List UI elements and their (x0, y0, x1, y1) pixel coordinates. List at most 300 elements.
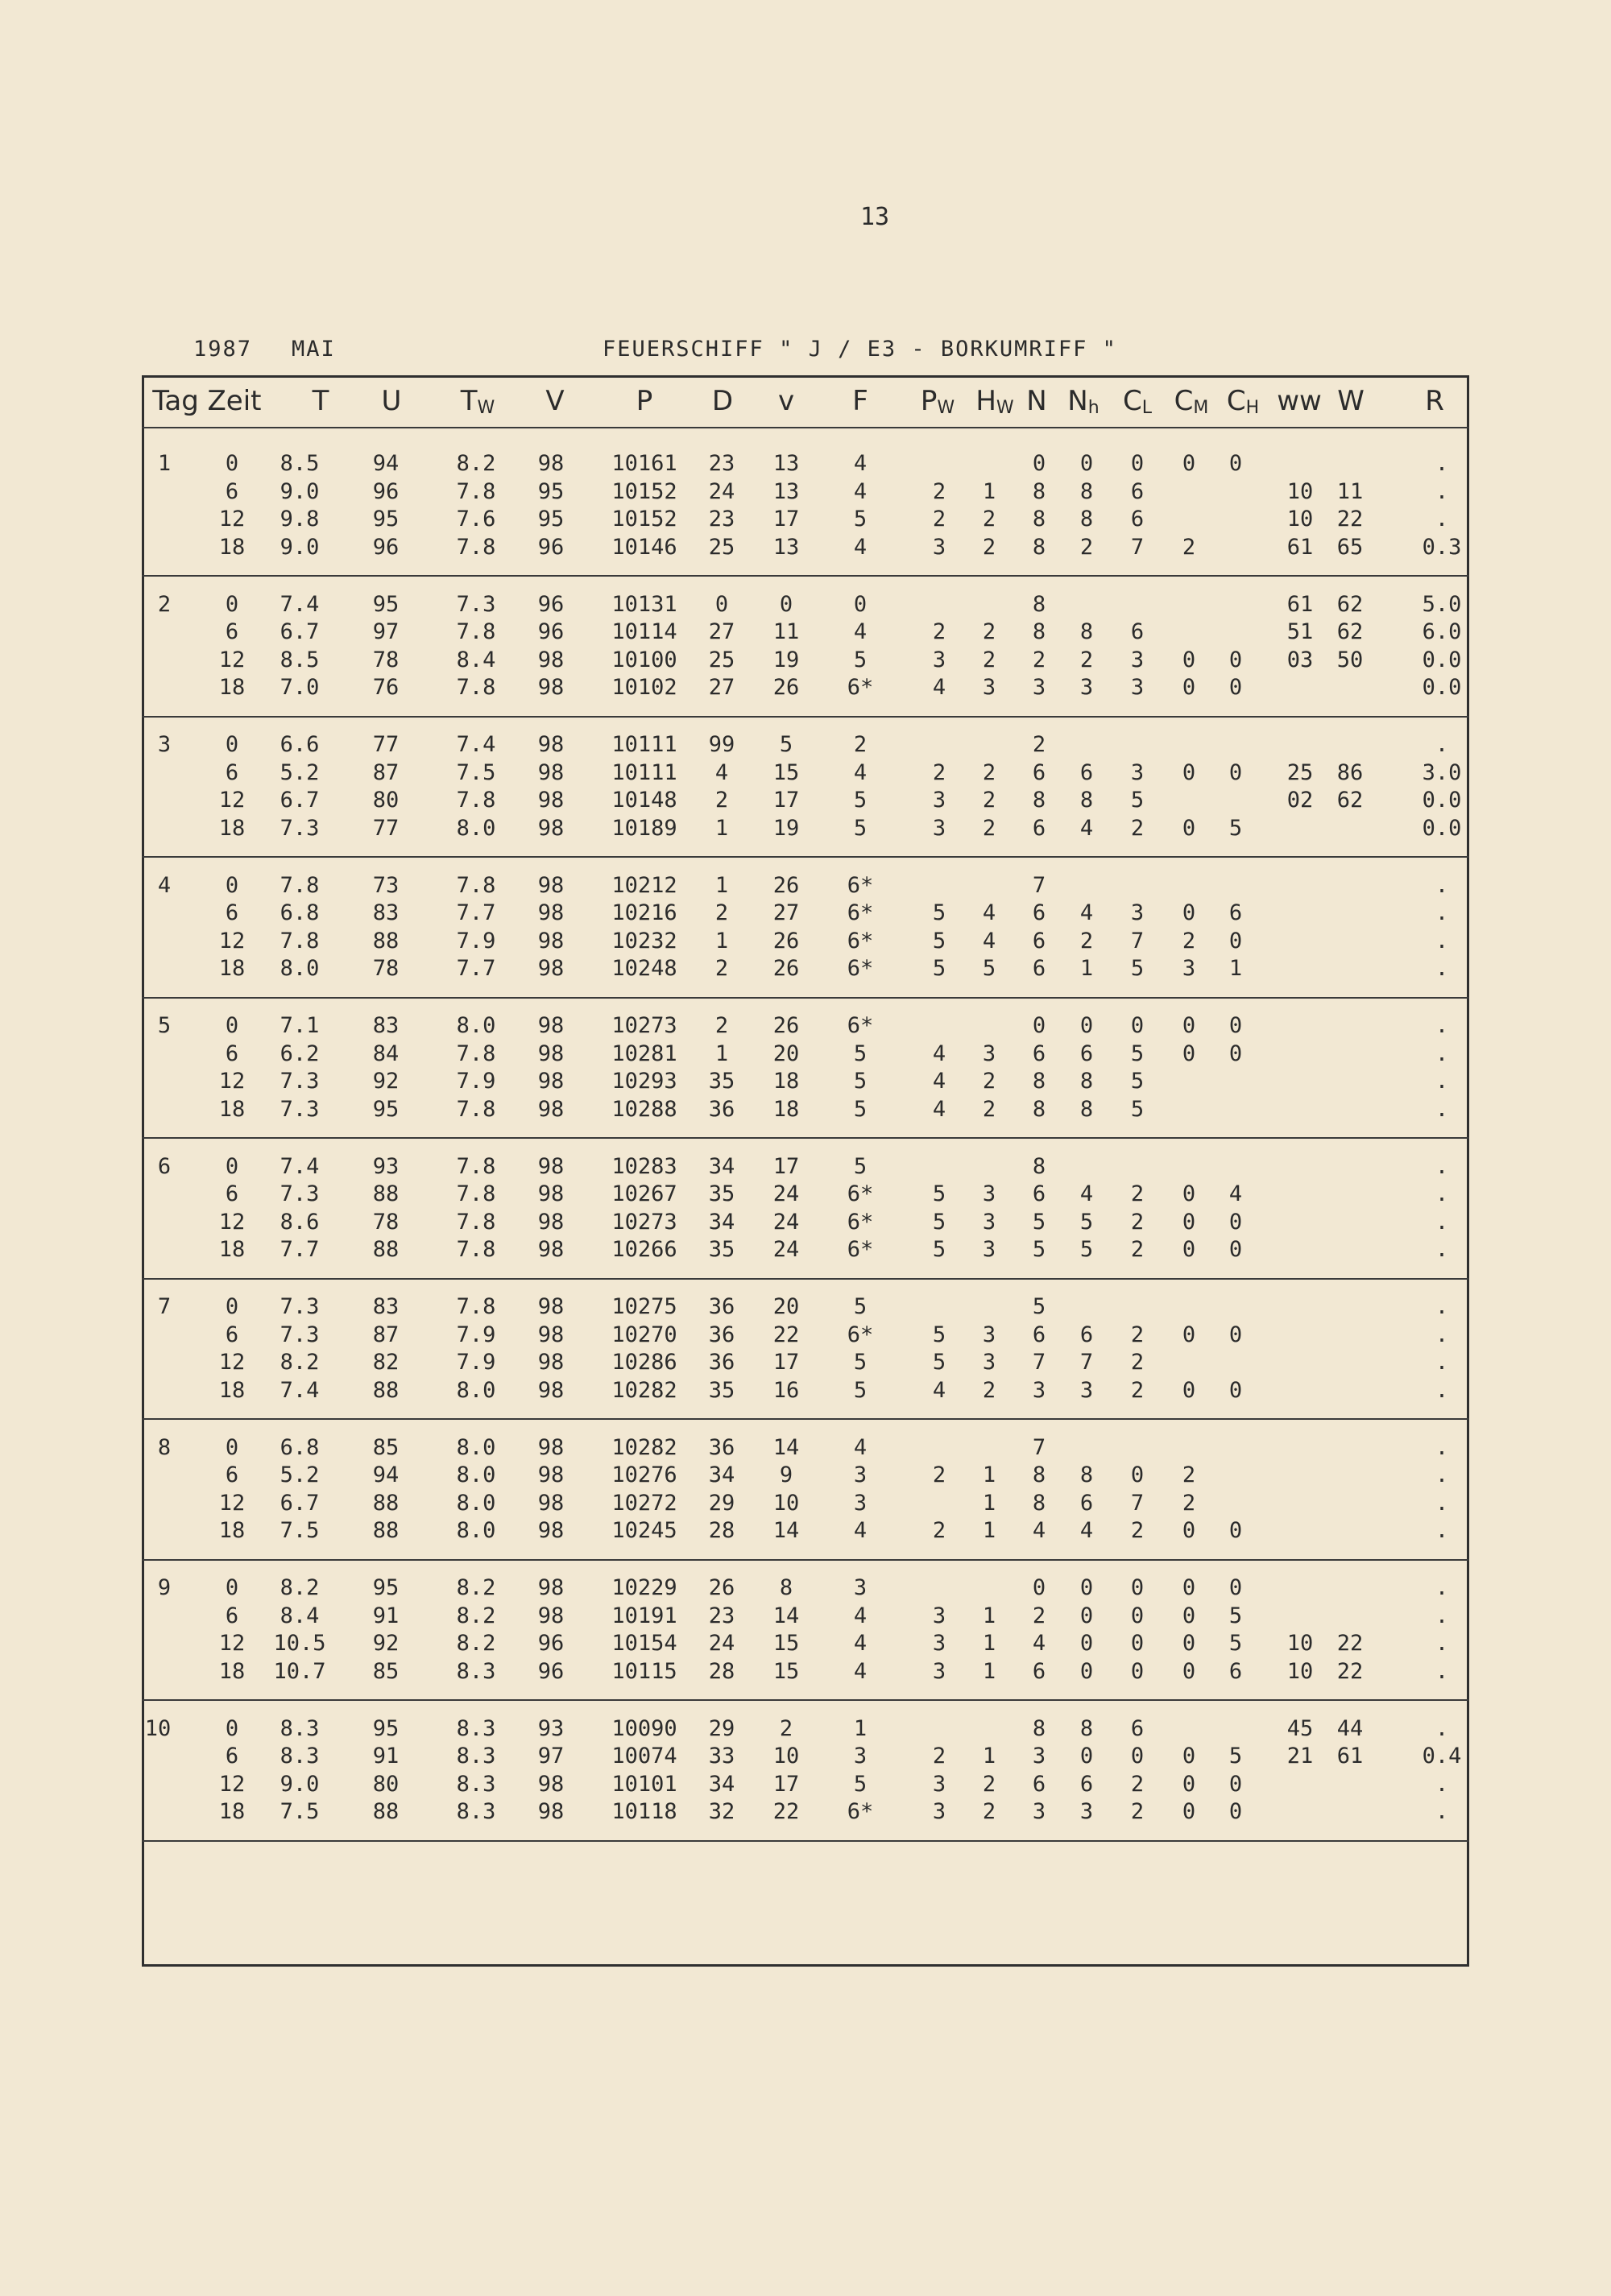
table-cell: 7.3 (280, 1069, 320, 1094)
table-cell: 6 (225, 478, 239, 504)
table-cell: 4 (1079, 900, 1094, 925)
table-cell: 2 (1032, 1603, 1046, 1628)
table-cell: 5 (853, 1294, 868, 1319)
col-header-T: T (312, 385, 329, 417)
table-cell: 0 (1130, 1013, 1145, 1038)
table-cell: . (1435, 507, 1449, 532)
table-cell: 28 (708, 1518, 735, 1543)
table-cell: 98 (537, 872, 565, 898)
table-cell: 98 (537, 1434, 565, 1460)
table-cell: 0.0 (1422, 647, 1462, 672)
table-cell: 98 (537, 900, 565, 925)
table-cell: 7.8 (456, 1096, 496, 1122)
table-cell: 8.4 (456, 647, 496, 672)
col-header-R: R (1425, 385, 1444, 417)
table-cell: 6 (1032, 1658, 1046, 1684)
table-cell: 27 (772, 900, 800, 925)
table-cell: 36 (708, 1294, 735, 1319)
table-cell: . (1435, 1377, 1449, 1403)
table-cell: 78 (372, 647, 400, 672)
table-cell: 8.2 (456, 1603, 496, 1628)
table-cell: 7.5 (456, 759, 496, 785)
table-cell: 0 (1228, 1518, 1243, 1543)
table-cell: 1 (982, 1462, 996, 1487)
table-cell: 95 (537, 478, 565, 504)
table-cell: 12 (218, 1209, 246, 1235)
table-cell: 18 (218, 956, 246, 981)
table-cell: 13 (772, 478, 800, 504)
table-cell: 24 (708, 1631, 735, 1656)
table-cell: 0.0 (1422, 815, 1462, 841)
table-cell: 0 (1228, 1377, 1243, 1403)
table-cell: 0 (1130, 1462, 1145, 1487)
col-header-CL: $C_L$ (1122, 385, 1153, 418)
table-cell: 36 (708, 1434, 735, 1460)
table-cell: 2 (1182, 928, 1196, 954)
table-cell: 96 (537, 1631, 565, 1656)
table-cell: 7 (1130, 534, 1145, 560)
table-cell: 97 (372, 619, 400, 644)
table-cell: 7.8 (456, 675, 496, 700)
table-cell: 3 (982, 1322, 996, 1347)
table-cell: 91 (372, 1603, 400, 1628)
table-cell: 7.8 (456, 534, 496, 560)
table-cell: 18 (218, 1237, 246, 1262)
table-cell: 8.0 (456, 1013, 496, 1038)
table-cell: 6* (847, 900, 874, 925)
table-cell: 0 (714, 591, 729, 617)
table-cell: 2 (1130, 1350, 1145, 1375)
table-cell: 8.3 (456, 1715, 496, 1741)
table-cell: 17 (772, 788, 800, 813)
table-cell: 6 (225, 1181, 239, 1206)
table-cell: 7.8 (456, 788, 496, 813)
table-cell: 6* (847, 872, 874, 898)
day-number: 10 (144, 1715, 172, 1741)
table-cell: 18 (218, 1799, 246, 1824)
table-cell: 98 (537, 1462, 565, 1487)
table-cell: 0 (1228, 1799, 1243, 1824)
table-cell: 8 (1079, 1096, 1094, 1122)
table-cell: 2 (982, 1799, 996, 1824)
table-cell: 1 (714, 928, 729, 954)
table-cell: . (1435, 1658, 1449, 1684)
table-cell: 3 (853, 1575, 868, 1600)
table-cell: 0 (1130, 1744, 1145, 1769)
table-cell: 9.0 (280, 1771, 320, 1797)
table-cell: 2 (982, 1069, 996, 1094)
table-cell: 10276 (611, 1462, 677, 1487)
day-separator (142, 1137, 1469, 1139)
table-cell: . (1435, 1153, 1449, 1179)
table-cell: 26 (772, 872, 800, 898)
table-cell: 95 (372, 1575, 400, 1600)
table-cell: 5 (932, 900, 946, 925)
table-cell: 86 (1336, 759, 1364, 785)
table-cell: . (1435, 900, 1449, 925)
col-header-Tw: $T_W$ (460, 385, 495, 418)
table-cell: 12 (218, 507, 246, 532)
table-cell: . (1435, 1322, 1449, 1347)
table-cell: 83 (372, 1294, 400, 1319)
table-cell: 6 (1130, 1715, 1145, 1741)
table-cell: 12 (218, 1771, 246, 1797)
table-cell: 5.0 (1422, 591, 1462, 617)
table-cell: 0 (225, 591, 239, 617)
table-cell: 23 (708, 1603, 735, 1628)
table-cell: 3 (982, 675, 996, 700)
table-cell: 7.8 (456, 1153, 496, 1179)
table-cell: 2 (982, 534, 996, 560)
table-cell: 0 (1182, 647, 1196, 672)
table-cell: 0 (1228, 1013, 1243, 1038)
table-cell: 3 (1079, 1799, 1094, 1824)
table-cell: 1 (982, 1518, 996, 1543)
table-cell: 0 (225, 1575, 239, 1600)
table-cell: 0 (1182, 1377, 1196, 1403)
table-cell: 9.0 (280, 534, 320, 560)
table-cell: 3 (853, 1490, 868, 1516)
table-cell: 6 (225, 1040, 239, 1066)
table-cell: 0 (1182, 1771, 1196, 1797)
table-cell: 6 (1032, 900, 1046, 925)
table-cell: 32 (708, 1799, 735, 1824)
table-cell: 15 (772, 1658, 800, 1684)
table-cell: 10189 (611, 815, 677, 841)
table-cell: 17 (772, 507, 800, 532)
table-cell: 22 (1336, 507, 1364, 532)
table-cell: 10152 (611, 507, 677, 532)
table-cell: 4 (982, 928, 996, 954)
table-cell: 93 (537, 1715, 565, 1741)
col-header-Nh: $N_h$ (1067, 385, 1100, 418)
table-cell: 0 (1130, 451, 1145, 476)
table-cell: 20 (772, 1040, 800, 1066)
table-cell: 4 (1228, 1181, 1243, 1206)
table-cell: 5 (932, 1350, 946, 1375)
day-separator (142, 1278, 1469, 1280)
table-cell: 0 (225, 872, 239, 898)
table-cell: 0 (1182, 675, 1196, 700)
table-cell: 0 (225, 1294, 239, 1319)
table-cell: 27 (708, 619, 735, 644)
table-cell: 0 (1079, 1575, 1094, 1600)
table-cell: 10154 (611, 1631, 677, 1656)
table-cell: 8.4 (280, 1603, 320, 1628)
table-cell: . (1435, 1096, 1449, 1122)
table-cell: 5 (853, 1069, 868, 1094)
table-cell: . (1435, 928, 1449, 954)
table-cell: 8 (1032, 534, 1046, 560)
table-cell: 2 (982, 815, 996, 841)
table-cell: 5 (1130, 1096, 1145, 1122)
table-cell: 6 (225, 759, 239, 785)
table-cell: 76 (372, 675, 400, 700)
table-cell: 8 (1032, 478, 1046, 504)
table-cell: 18 (218, 1377, 246, 1403)
table-cell: 8 (1079, 1462, 1094, 1487)
table-cell: . (1435, 1603, 1449, 1628)
table-cell: 2 (1130, 1518, 1145, 1543)
table-cell: 2 (982, 1096, 996, 1122)
table-cell: 36 (708, 1322, 735, 1347)
table-cell: 88 (372, 1490, 400, 1516)
table-cell: 5 (982, 956, 996, 981)
table-cell: 0 (1079, 1013, 1094, 1038)
table-cell: 02 (1286, 788, 1314, 813)
table-cell: 24 (708, 478, 735, 504)
table-cell: 95 (372, 591, 400, 617)
table-cell: 88 (372, 1518, 400, 1543)
table-cell: 0 (225, 1715, 239, 1741)
table-cell: 88 (372, 928, 400, 954)
table-cell: 3 (853, 1462, 868, 1487)
table-cell: 0 (1130, 1603, 1145, 1628)
table-cell: 6 (1032, 1040, 1046, 1066)
day-separator (142, 997, 1469, 999)
table-cell: 10288 (611, 1096, 677, 1122)
table-cell: 6 (1079, 1322, 1094, 1347)
page-number: 13 (860, 203, 890, 231)
table-cell: 10 (1286, 1658, 1314, 1684)
table-cell: . (1435, 1434, 1449, 1460)
table-cell: 9.0 (280, 478, 320, 504)
table-cell: 83 (372, 900, 400, 925)
table-cell: 5 (853, 1350, 868, 1375)
table-cell: 8.3 (280, 1744, 320, 1769)
table-cell: 0.3 (1422, 534, 1462, 560)
table-cell: 7 (1130, 928, 1145, 954)
table-cell: 7.1 (280, 1013, 320, 1038)
table-cell: 3 (1130, 675, 1145, 700)
table-cell: 0 (1182, 1575, 1196, 1600)
table-cell: 6.7 (280, 619, 320, 644)
table-cell: 5 (932, 1209, 946, 1235)
table-cell: 10 (1286, 478, 1314, 504)
table-cell: 7.4 (280, 1153, 320, 1179)
table-cell: 0 (1182, 1209, 1196, 1235)
table-cell: 98 (537, 1322, 565, 1347)
table-cell: 5 (853, 788, 868, 813)
table-cell: 8 (1032, 1096, 1046, 1122)
table-cell: 7 (1079, 1350, 1094, 1375)
table-cell: 4 (853, 759, 868, 785)
header-separator (142, 427, 1469, 428)
table-cell: 5 (1130, 1069, 1145, 1094)
table-cell: 3 (932, 534, 946, 560)
table-cell: 5 (1228, 815, 1243, 841)
table-cell: 5 (932, 956, 946, 981)
table-cell: 6 (1032, 1181, 1046, 1206)
table-cell: 98 (537, 1799, 565, 1824)
table-cell: 8 (1079, 478, 1094, 504)
table-cell: 6 (1130, 478, 1145, 504)
table-cell: 29 (708, 1490, 735, 1516)
table-cell: 4 (1079, 1181, 1094, 1206)
table-cell: 7.3 (280, 1294, 320, 1319)
table-cell: . (1435, 1631, 1449, 1656)
table-cell: 3 (932, 1771, 946, 1797)
table-cell: 18 (218, 675, 246, 700)
table-cell: 98 (537, 1209, 565, 1235)
table-cell: 6.2 (280, 1040, 320, 1066)
table-cell: 94 (372, 451, 400, 476)
col-header-zeit: Zeit (207, 385, 262, 417)
table-cell: 98 (537, 1069, 565, 1094)
table-cell: 0 (1182, 1181, 1196, 1206)
day-separator (142, 1418, 1469, 1420)
table-cell: 0 (1130, 1658, 1145, 1684)
table-cell: 80 (372, 788, 400, 813)
table-cell: 4 (853, 1518, 868, 1543)
table-cell: 5 (1032, 1237, 1046, 1262)
table-cell: 4 (932, 675, 946, 700)
table-cell: 62 (1336, 788, 1364, 813)
table-cell: 10100 (611, 647, 677, 672)
table-cell: 10 (1286, 507, 1314, 532)
table-cell: 8.3 (280, 1715, 320, 1741)
table-cell: 2 (982, 507, 996, 532)
table-cell: 45 (1286, 1715, 1314, 1741)
table-cell: 7.3 (280, 1322, 320, 1347)
day-separator (142, 856, 1469, 858)
table-cell: 98 (537, 675, 565, 700)
table-cell: 20 (772, 1294, 800, 1319)
table-cell: 3 (932, 1799, 946, 1824)
table-cell: 2 (714, 788, 729, 813)
table-cell: 10101 (611, 1771, 677, 1797)
table-cell: 5 (1032, 1294, 1046, 1319)
table-cell: 1 (714, 1040, 729, 1066)
table-cell: 35 (708, 1237, 735, 1262)
table-cell: 7 (1032, 872, 1046, 898)
table-cell: . (1435, 1799, 1449, 1824)
table-cell: 2 (932, 507, 946, 532)
table-cell: 6 (225, 1322, 239, 1347)
table-cell: 33 (708, 1744, 735, 1769)
table-cell: 2 (1182, 1462, 1196, 1487)
table-cell: 7.8 (456, 872, 496, 898)
table-cell: 34 (708, 1153, 735, 1179)
table-cell: 85 (372, 1658, 400, 1684)
table-cell: 2 (982, 788, 996, 813)
table-cell: 6 (1032, 1322, 1046, 1347)
table-cell: . (1435, 1518, 1449, 1543)
table-cell: 3 (1079, 675, 1094, 700)
table-cell: 16 (772, 1377, 800, 1403)
table-cell: 5.2 (280, 1462, 320, 1487)
table-cell: 8.3 (456, 1744, 496, 1769)
table-cell: . (1435, 872, 1449, 898)
table-cell: 2 (714, 900, 729, 925)
table-cell: 98 (537, 1377, 565, 1403)
table-cell: 1 (714, 815, 729, 841)
table-cell: 62 (1336, 619, 1364, 644)
table-cell: 10293 (611, 1069, 677, 1094)
table-cell: 2 (1130, 815, 1145, 841)
table-cell: 11 (1336, 478, 1364, 504)
table-cell: 4 (853, 1658, 868, 1684)
table-cell: 0 (1228, 1209, 1243, 1235)
table-cell: 6 (1032, 956, 1046, 981)
table-cell: 0 (225, 1153, 239, 1179)
table-cell: 10273 (611, 1209, 677, 1235)
table-cell: 98 (537, 1040, 565, 1066)
table-cell: 6 (225, 619, 239, 644)
table-cell: 0 (1130, 1631, 1145, 1656)
table-cell: 5 (853, 1040, 868, 1066)
table-cell: 1 (982, 1603, 996, 1628)
table-cell: 3 (1130, 759, 1145, 785)
table-cell: 98 (537, 647, 565, 672)
table-cell: 14 (772, 1518, 800, 1543)
table-cell: 83 (372, 1013, 400, 1038)
table-cell: 8.0 (280, 956, 320, 981)
table-cell: 0 (1182, 1322, 1196, 1347)
table-cell: 8.6 (280, 1209, 320, 1235)
table-cell: 1 (982, 1744, 996, 1769)
table-cell: 8 (1032, 1715, 1046, 1741)
table-cell: 98 (537, 451, 565, 476)
table-cell: 18 (218, 1658, 246, 1684)
table-cell: 6 (1079, 759, 1094, 785)
table-cell: 98 (537, 1771, 565, 1797)
table-cell: 3 (932, 647, 946, 672)
table-cell: 98 (537, 1294, 565, 1319)
table-cell: 2 (982, 647, 996, 672)
table-cell: . (1435, 1715, 1449, 1741)
table-cell: 78 (372, 956, 400, 981)
table-cell: 7.9 (456, 1350, 496, 1375)
table-cell: 8.0 (456, 1518, 496, 1543)
table-cell: 6* (847, 1322, 874, 1347)
table-cell: . (1435, 451, 1449, 476)
table-cell: 10146 (611, 534, 677, 560)
table-cell: 96 (372, 478, 400, 504)
col-header-ww: ww (1277, 385, 1322, 417)
table-cell: 3 (1130, 647, 1145, 672)
table-cell: 82 (372, 1350, 400, 1375)
table-cell: 95 (372, 1096, 400, 1122)
table-cell: 96 (537, 619, 565, 644)
table-cell: 8.2 (280, 1350, 320, 1375)
table-cell: 23 (708, 451, 735, 476)
col-header-CH: $C_H$ (1226, 385, 1260, 418)
table-cell: 10272 (611, 1490, 677, 1516)
table-cell: 98 (537, 1350, 565, 1375)
table-cell: . (1435, 1490, 1449, 1516)
table-cell: 6* (847, 675, 874, 700)
table-cell: 5 (853, 815, 868, 841)
table-cell: 98 (537, 1096, 565, 1122)
table-cell: 61 (1336, 1744, 1364, 1769)
table-cell: 85 (372, 1434, 400, 1460)
table-cell: 8.3 (456, 1771, 496, 1797)
table-cell: 0 (1182, 1237, 1196, 1262)
table-cell: 0 (1182, 1040, 1196, 1066)
table-cell: 0 (1032, 451, 1046, 476)
table-cell: 6* (847, 928, 874, 954)
table-cell: 1 (982, 1490, 996, 1516)
table-cell: 6 (1130, 507, 1145, 532)
table-cell: 23 (708, 507, 735, 532)
table-cell: 2 (1130, 1322, 1145, 1347)
table-cell: 98 (537, 956, 565, 981)
table-cell: 6* (847, 1237, 874, 1262)
table-cell: 17 (772, 1153, 800, 1179)
table-cell: 10273 (611, 1013, 677, 1038)
table-cell: 6 (225, 1603, 239, 1628)
